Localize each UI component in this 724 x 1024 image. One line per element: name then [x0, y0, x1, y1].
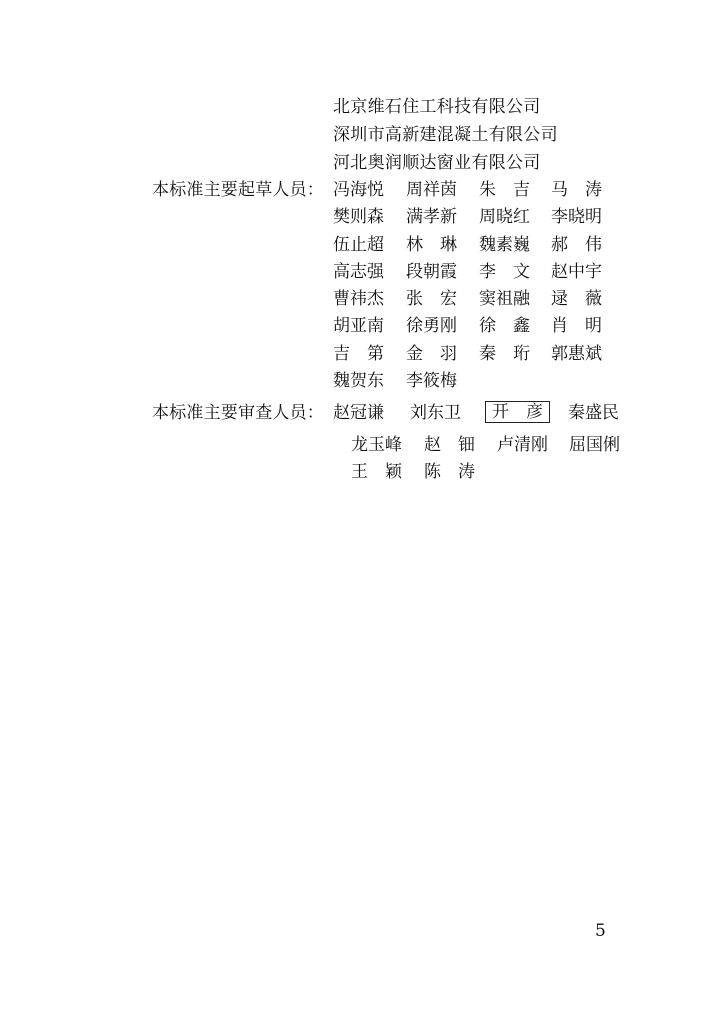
drafter-name: 魏贺东 — [333, 371, 384, 391]
drafter-name: 马 涛 — [551, 180, 602, 200]
reviewer-name: 龙玉峰 — [351, 435, 402, 455]
drafter-name: 金 羽 — [406, 344, 457, 364]
organization-2: 深圳市高新建混凝土有限公司 — [333, 125, 558, 145]
drafter-name: 肖 明 — [551, 316, 602, 336]
reviewer-name: 赵 钿 — [424, 435, 475, 455]
reviewer-name: 卢清刚 — [497, 435, 548, 455]
drafter-name: 徐勇刚 — [406, 316, 457, 336]
drafter-name: 段朝霞 — [406, 262, 457, 282]
reviewers-label: 本标准主要审查人员： — [152, 403, 324, 423]
drafter-name: 徐 鑫 — [479, 316, 530, 336]
reviewer-name: 刘东卫 — [410, 403, 461, 423]
reviewer-name: 陈 涛 — [424, 462, 475, 482]
drafter-name: 曹祎杰 — [333, 289, 384, 309]
drafter-name: 高志强 — [333, 262, 384, 282]
drafter-name: 朱 吉 — [479, 180, 530, 200]
drafter-name: 逯 薇 — [551, 289, 602, 309]
drafter-name: 伍止超 — [333, 235, 384, 255]
drafter-name: 李筱梅 — [406, 371, 457, 391]
page-number: 5 — [595, 921, 606, 941]
drafter-name: 胡亚南 — [333, 316, 384, 336]
drafter-name: 张 宏 — [406, 289, 457, 309]
drafter-name: 窦祖融 — [479, 289, 530, 309]
drafter-name: 秦 珩 — [479, 344, 530, 364]
drafter-name: 魏素巍 — [479, 235, 530, 255]
drafter-name: 吉 第 — [333, 344, 384, 364]
drafter-name: 李 文 — [479, 262, 530, 282]
drafter-name: 周晓红 — [479, 207, 530, 227]
drafter-name: 冯海悦 — [333, 180, 384, 200]
drafter-name: 赵中宇 — [551, 262, 602, 282]
drafter-name: 满孝新 — [406, 207, 457, 227]
drafter-name: 周祥茵 — [406, 180, 457, 200]
organization-3: 河北奥润顺达窗业有限公司 — [333, 153, 541, 173]
reviewer-name: 屈国俐 — [569, 435, 620, 455]
drafter-name: 郭惠斌 — [551, 344, 602, 364]
drafter-name: 郝 伟 — [551, 235, 602, 255]
reviewer-name: 赵冠谦 — [333, 403, 384, 423]
drafter-name: 林 琳 — [406, 235, 457, 255]
drafters-label: 本标准主要起草人员： — [152, 180, 324, 200]
drafter-name: 樊则森 — [333, 207, 384, 227]
reviewer-name: 王 颖 — [351, 462, 402, 482]
organization-1: 北京维石住工科技有限公司 — [333, 97, 541, 117]
reviewer-name: 秦盛民 — [568, 403, 619, 423]
reviewer-name-boxed: 开 彦 — [485, 401, 550, 423]
drafter-name: 李晓明 — [551, 207, 602, 227]
